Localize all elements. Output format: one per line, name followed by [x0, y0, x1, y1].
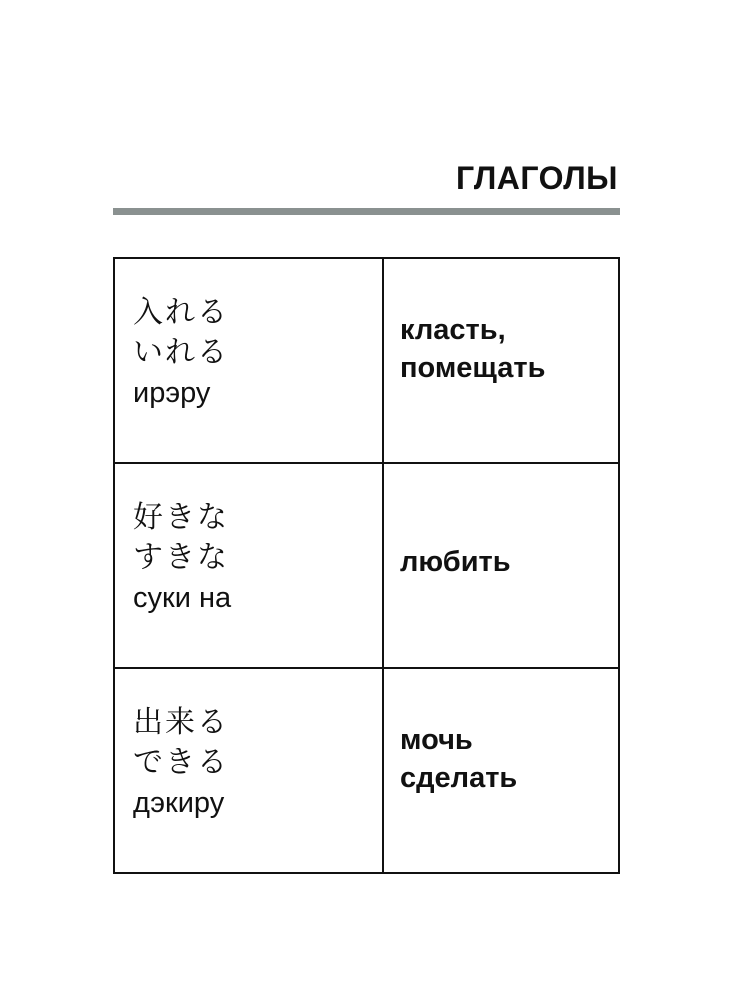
vocabulary-table — [113, 257, 620, 874]
page-title: ГЛАГОЛЫ — [456, 160, 618, 196]
translation-line: любить — [400, 545, 511, 578]
japanese-cell — [114, 258, 383, 463]
translation-line: мочь — [400, 723, 473, 756]
translation-line: помещать — [400, 351, 546, 384]
translation-line: сделать — [400, 761, 518, 794]
kanji-word: 出来る — [133, 704, 229, 740]
table-row — [114, 258, 619, 463]
translation-cell — [383, 668, 619, 873]
transliteration: ирэру — [133, 376, 211, 409]
table-row — [114, 668, 619, 873]
kana-word: できる — [133, 744, 229, 780]
translation-cell — [383, 258, 619, 463]
transliteration: дэкиру — [133, 786, 225, 819]
kana-word: すきな — [133, 539, 229, 575]
kanji-word: 入れる — [133, 294, 229, 330]
japanese-cell — [114, 668, 383, 873]
translation-cell — [383, 463, 619, 668]
title-divider — [113, 208, 620, 215]
translation-line: класть, — [400, 313, 506, 346]
japanese-cell — [114, 463, 383, 668]
transliteration: суки на — [133, 581, 232, 614]
kanji-word: 好きな — [133, 499, 229, 535]
kana-word: いれる — [133, 334, 229, 370]
table-row — [114, 463, 619, 668]
